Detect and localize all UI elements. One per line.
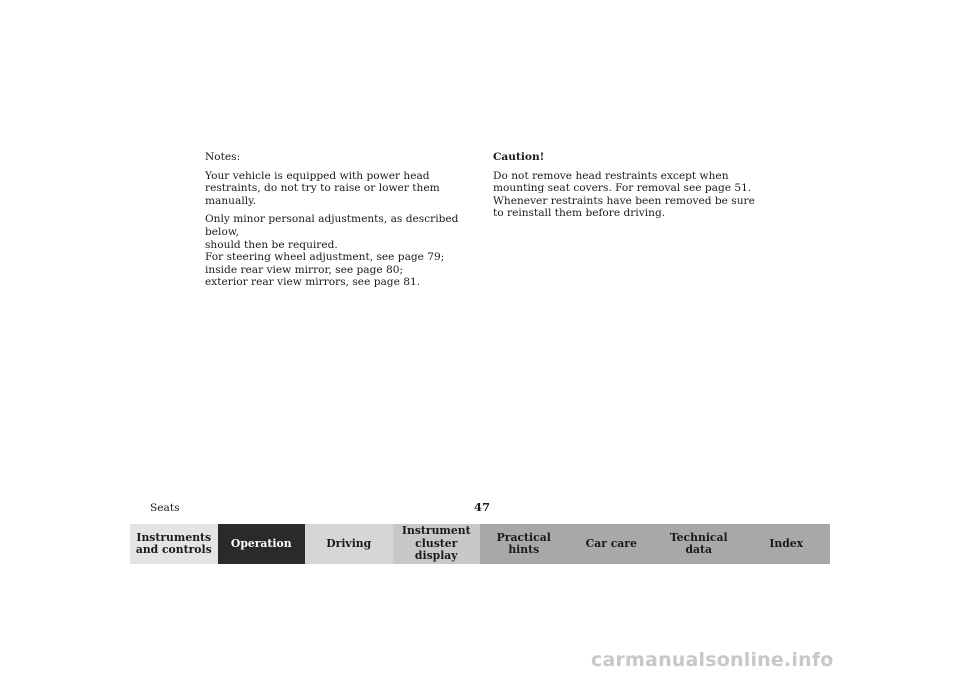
notes-paragraph-power-restraints: Your vehicle is equipped with power head restraints, do not try to raise or lower them manually. — [205, 169, 440, 207]
tab-practical-hints[interactable]: Practical hints — [480, 524, 568, 564]
adjustment-line: exterior rear view mirrors, see page 81. — [205, 276, 421, 289]
adjustment-line: For steering wheel adjustment, see page 79; — [205, 251, 445, 264]
tab-instruments-and-controls[interactable]: Instruments and controls — [130, 524, 218, 564]
page-number: 47 — [474, 500, 491, 514]
tab-index[interactable]: Index — [743, 524, 831, 564]
tab-instrument-cluster-display[interactable]: Instrument cluster display — [393, 524, 481, 564]
tab-operation[interactable]: Operation — [218, 524, 306, 564]
caution-heading: Caution! — [493, 151, 545, 163]
chapter-nav-bar — [130, 524, 830, 564]
watermark: carmanualsonline.info — [591, 649, 834, 671]
section-title: Seats — [150, 502, 180, 514]
caution-paragraph: Do not remove head restraints except when mounting seat covers. For removal see page 51. Whenever restraints have been removed be sure to reinstall them before driving. — [493, 169, 755, 220]
notes-heading: Notes: — [205, 151, 241, 163]
tab-driving[interactable]: Driving — [305, 524, 393, 564]
caution-column — [493, 151, 763, 226]
adjustment-line: inside rear view mirror, see page 80; — [205, 263, 404, 276]
notes-column — [205, 151, 480, 295]
tab-car-care[interactable]: Car care — [568, 524, 656, 564]
adjustment-line: should then be required. — [205, 238, 338, 251]
tab-technical-data[interactable]: Technical data — [655, 524, 743, 564]
adjustment-line: Only minor personal adjustments, as described below, — [205, 213, 459, 238]
notes-paragraph-adjustments — [205, 213, 480, 289]
